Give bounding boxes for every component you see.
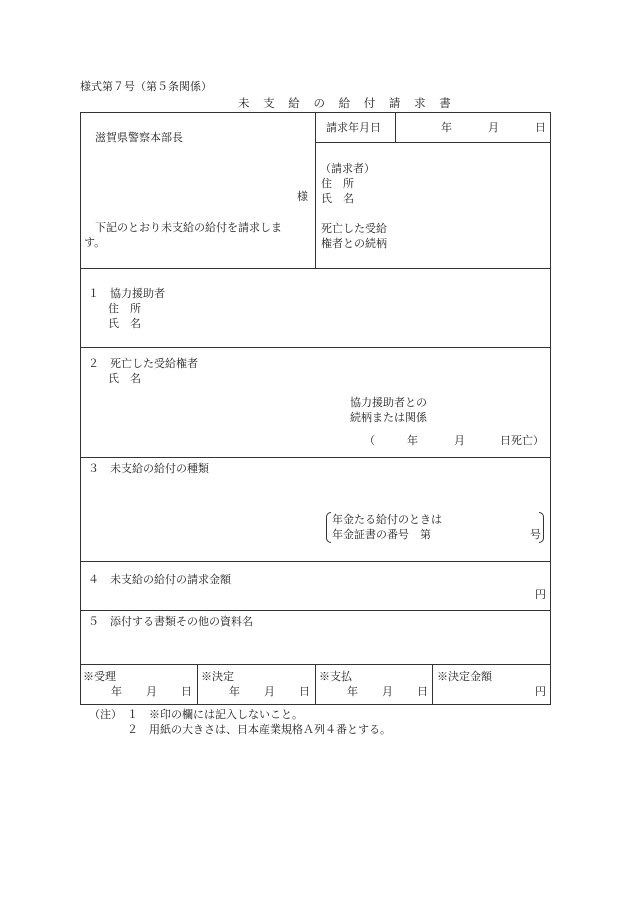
pension-note-line1: 年金たる給付のときは bbox=[332, 513, 442, 526]
sama-label: 様 bbox=[297, 190, 308, 203]
pension-bracket-left bbox=[326, 512, 331, 543]
office-decided-month[interactable]: 月 bbox=[264, 685, 275, 698]
section5-title: ５ 添付する書類その他の資料名 bbox=[88, 615, 253, 628]
death-date-open-paren: （ bbox=[364, 434, 375, 447]
office-decided-amount-yen[interactable]: 円 bbox=[535, 685, 546, 698]
office-received-month[interactable]: 月 bbox=[146, 685, 157, 698]
office-decided-year[interactable]: 年 bbox=[229, 685, 240, 698]
request-text-line1: 下記のとおり未支給の給付を請求しま bbox=[95, 221, 282, 234]
section2-relation-line2[interactable]: 続柄または関係 bbox=[350, 411, 427, 424]
office-decided-day[interactable]: 日 bbox=[299, 685, 310, 698]
form-number: 様式第７号（第５条関係） bbox=[80, 80, 212, 93]
note2-number: ２ bbox=[127, 723, 138, 736]
section3-title: ３ 未支給の給付の種類 bbox=[88, 462, 209, 475]
form-title: 未 支 給 の 給 付 請 求 書 bbox=[238, 96, 456, 110]
note1-text: ※印の欄には記入しないこと。 bbox=[149, 708, 303, 721]
notes-prefix: （注） bbox=[89, 708, 122, 721]
office-received-label: ※受理 bbox=[83, 670, 116, 683]
section2-title: ２ 死亡した受給権者 bbox=[88, 357, 198, 370]
death-date-year[interactable]: 年 bbox=[407, 434, 418, 447]
addressee: 滋賀県警察本部長 bbox=[95, 131, 183, 144]
section1-name-label[interactable]: 氏 名 bbox=[108, 317, 141, 330]
office-paid-label: ※支払 bbox=[319, 670, 352, 683]
section1-address-label[interactable]: 住 所 bbox=[108, 302, 141, 315]
office-paid-day[interactable]: 日 bbox=[417, 685, 428, 698]
office-received-year[interactable]: 年 bbox=[111, 685, 122, 698]
office-received-day[interactable]: 日 bbox=[181, 685, 192, 698]
request-date-label: 請求年月日 bbox=[326, 121, 381, 134]
section2-relation-line1: 協力援助者との bbox=[350, 396, 427, 409]
pension-go-label: 号 bbox=[530, 528, 541, 541]
section2-name-label[interactable]: 氏 名 bbox=[108, 372, 141, 385]
relation-label-line2[interactable]: 権者との続柄 bbox=[321, 237, 387, 250]
office-paid-month[interactable]: 月 bbox=[382, 685, 393, 698]
claim-amount-yen[interactable]: 円 bbox=[535, 588, 546, 601]
note2-text: 用紙の大きさは、日本産業規格Ａ列４番とする。 bbox=[149, 723, 391, 736]
office-paid-year[interactable]: 年 bbox=[347, 685, 358, 698]
request-text-line2: す。 bbox=[84, 236, 106, 249]
section1-title: １ 協力援助者 bbox=[88, 287, 165, 300]
section4-title: ４ 未支給の給付の請求金額 bbox=[88, 573, 231, 586]
office-decided-amount-label: ※決定金額 bbox=[437, 670, 492, 683]
requester-name-label[interactable]: 氏 名 bbox=[321, 192, 354, 205]
pension-note-line2[interactable]: 年金証書の番号 第 bbox=[332, 528, 431, 541]
request-date-year[interactable]: 年 bbox=[441, 121, 452, 134]
pension-bracket-right bbox=[539, 512, 544, 543]
request-date-day[interactable]: 日 bbox=[535, 121, 546, 134]
death-date-day[interactable]: 日死亡） bbox=[500, 434, 544, 447]
requester-label: （請求者） bbox=[320, 162, 375, 175]
requester-address-label[interactable]: 住 所 bbox=[321, 177, 354, 190]
office-decided-label: ※決定 bbox=[201, 670, 234, 683]
relation-label-line1: 死亡した受給 bbox=[321, 222, 387, 235]
request-date-month[interactable]: 月 bbox=[488, 121, 499, 134]
note1-number: １ bbox=[127, 708, 138, 721]
death-date-month[interactable]: 月 bbox=[454, 434, 465, 447]
